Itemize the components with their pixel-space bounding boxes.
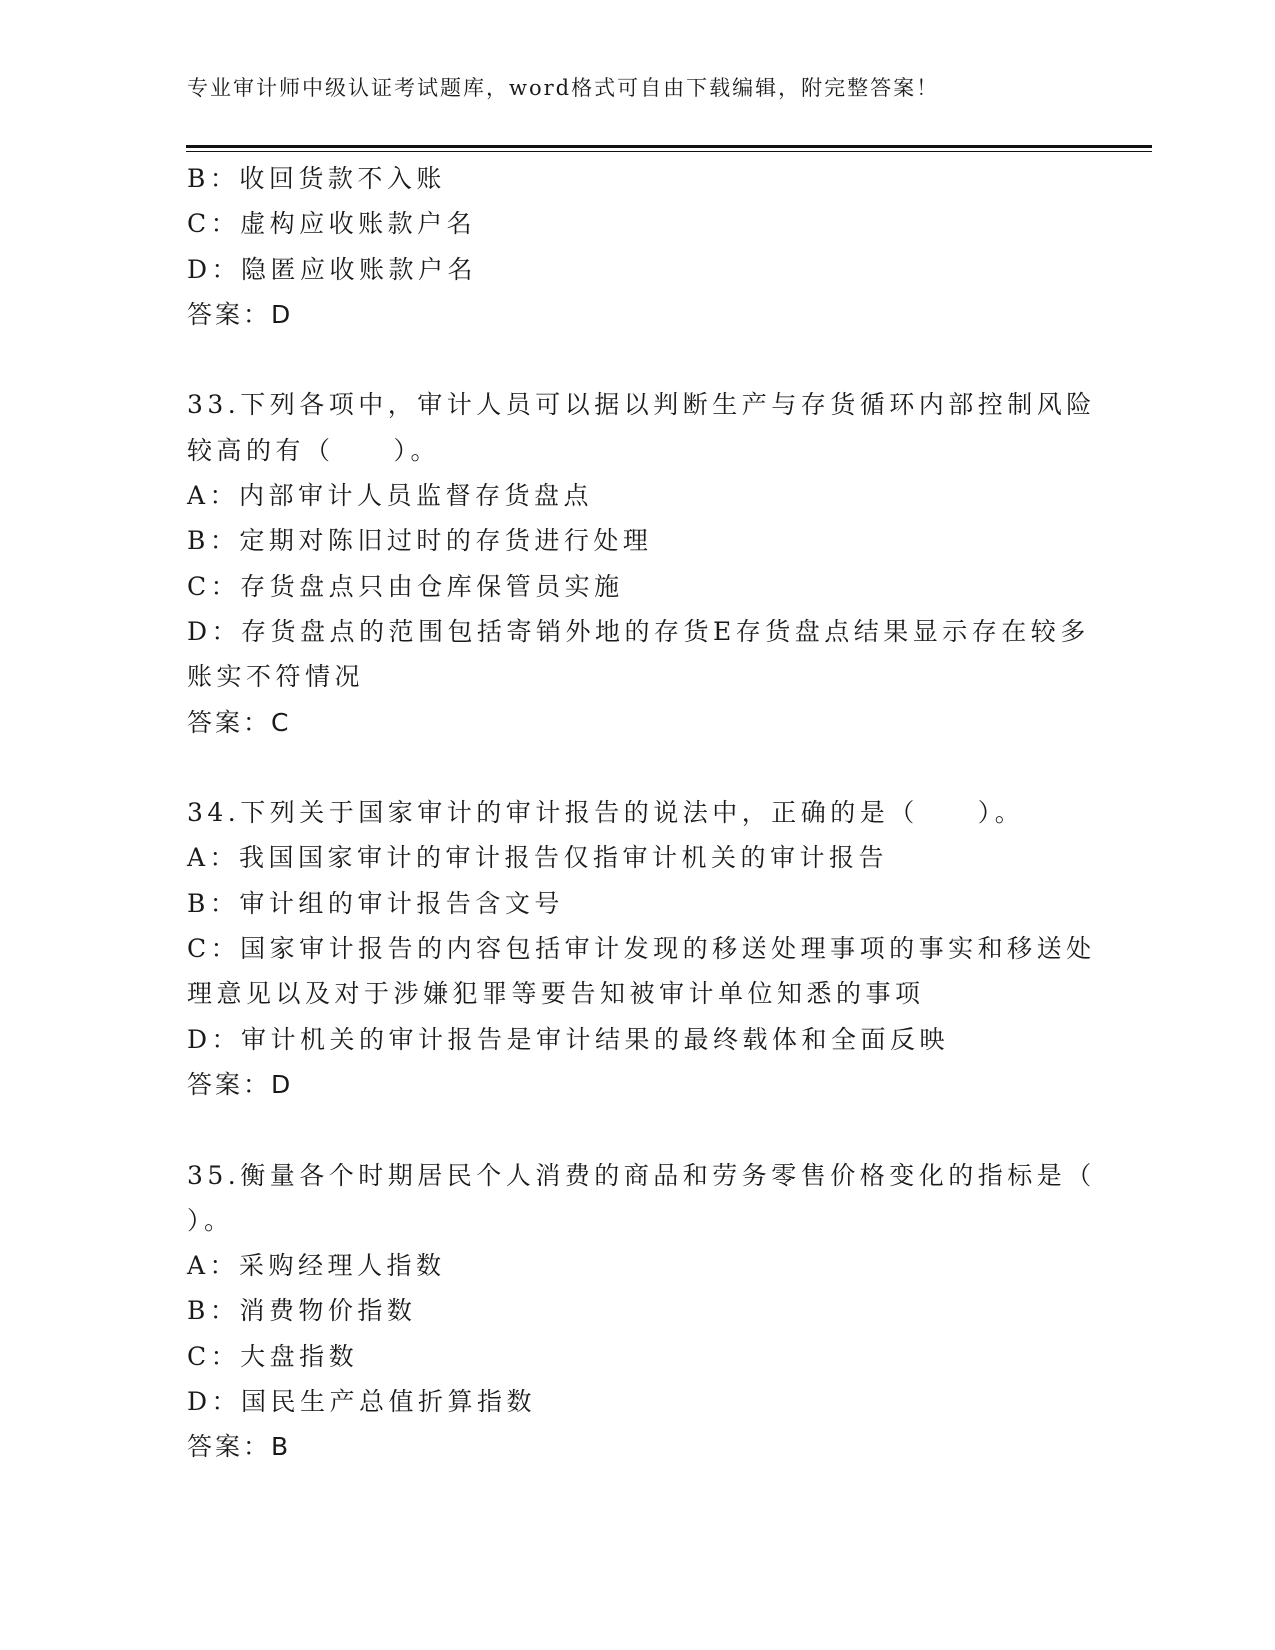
continued-question bbox=[187, 156, 1087, 337]
option-line: D：隐匿应收账款户名 bbox=[187, 254, 478, 284]
question-34 bbox=[187, 790, 1096, 1107]
option-line: D：审计机关的审计报告是审计结果的最终载体和全面反映 bbox=[187, 1024, 950, 1054]
option-line: A：我国国家审计的审计报告仅指审计机关的审计报告 bbox=[187, 843, 889, 873]
page-header: 专业审计师中级认证考试题库，word格式可自由下载编辑，附完整答案！ bbox=[187, 76, 940, 100]
header-rule-thin bbox=[186, 151, 1152, 152]
question-stem: 35.衡量各个时期居民个人消费的商品和劳务零售价格变化的指标是（ bbox=[187, 1160, 1096, 1190]
answer-line: 答案：B bbox=[187, 1432, 292, 1462]
question-stem: 34.下列关于国家审计的审计报告的说法中，正确的是（ ）。 bbox=[187, 798, 1025, 828]
header-rule-thick bbox=[186, 145, 1152, 148]
question-35 bbox=[187, 1153, 1096, 1470]
option-line: B：消费物价指数 bbox=[187, 1296, 417, 1326]
option-line: C：虚构应收账款户名 bbox=[187, 209, 477, 239]
answer-line: 答案：D bbox=[187, 299, 294, 329]
question-33 bbox=[187, 382, 1096, 744]
option-line: C：大盘指数 bbox=[187, 1341, 359, 1371]
option-line: B：定期对陈旧过时的存货进行处理 bbox=[187, 526, 653, 556]
answer-line: 答案：D bbox=[187, 1069, 294, 1099]
option-line: 理意见以及对于涉嫌犯罪等要告知被审计单位知悉的事项 bbox=[187, 979, 925, 1009]
option-line: C：存货盘点只由仓库保管员实施 bbox=[187, 571, 624, 601]
spacer bbox=[187, 745, 1087, 790]
option-line: 账实不符情况 bbox=[187, 662, 365, 692]
spacer bbox=[187, 337, 1087, 382]
question-stem: 较高的有（ ）。 bbox=[187, 435, 441, 465]
option-line: B：审计组的审计报告含文号 bbox=[187, 888, 564, 918]
spacer bbox=[187, 1107, 1087, 1152]
option-line: C：国家审计报告的内容包括审计发现的移送处理事项的事实和移送处 bbox=[187, 934, 1096, 964]
option-line: B：收回货款不入账 bbox=[187, 164, 446, 193]
answer-line: 答案：C bbox=[187, 707, 292, 737]
option-line: D：存货盘点的范围包括寄销外地的存货E存货盘点结果显示存在较多 bbox=[187, 616, 1090, 646]
option-line: D：国民生产总值折算指数 bbox=[187, 1387, 537, 1417]
option-line: A：采购经理人指数 bbox=[187, 1251, 446, 1281]
option-line: A：内部审计人员监督存货盘点 bbox=[187, 481, 594, 511]
document-body bbox=[187, 156, 1096, 1470]
question-stem: ）。 bbox=[187, 1205, 234, 1235]
question-stem: 33.下列各项中，审计人员可以据以判断生产与存货循环内部控制风险 bbox=[187, 390, 1096, 420]
